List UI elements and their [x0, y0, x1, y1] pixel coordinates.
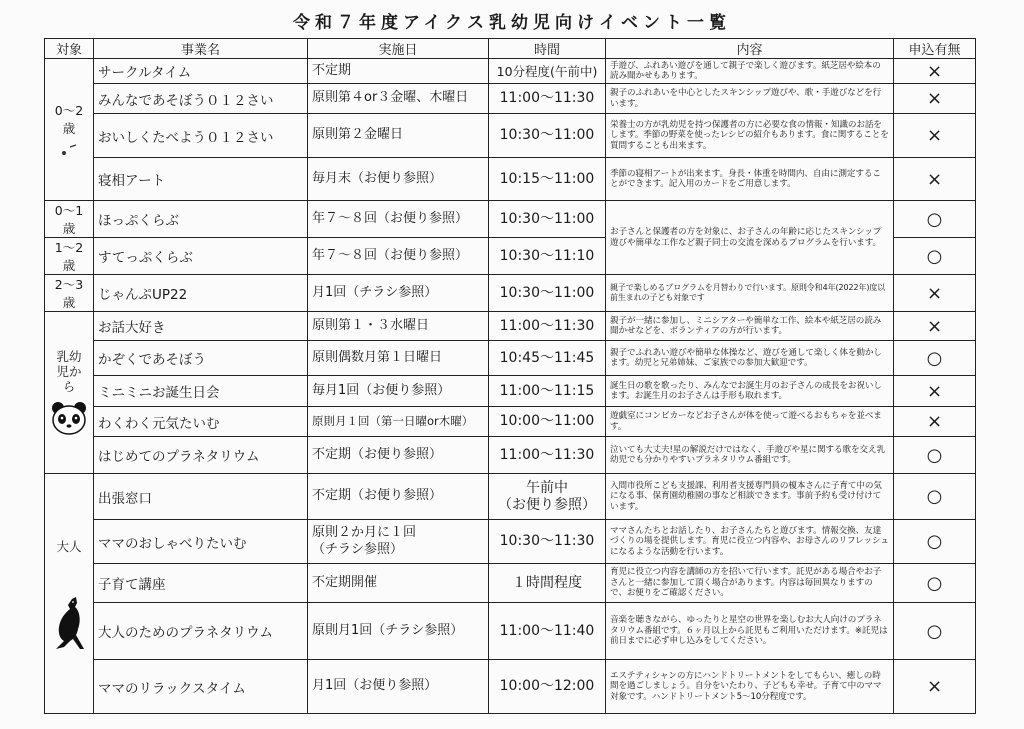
event-time: 11:00〜11:15: [489, 376, 606, 407]
event-date: 不定期開催: [308, 564, 489, 603]
event-content: 栄養士の方が乳幼児を持つ保護者の方に必要な食の情報・知識のお話をします。季節の野菜を使ったレシピの紹介もあります。食に関することを質問することも出来ます。: [606, 114, 894, 158]
event-content: 親子で楽しめるプログラムを月替わりで行います。原則令和4年(2022年)度以前生まれの子ども対象です: [606, 275, 894, 312]
apply-mark: ×: [894, 84, 976, 114]
event-date: 原則第４or３金曜、木曜日: [308, 84, 489, 114]
event-content: 音楽を聴きながら、ゆったりと星空の世界を楽しむお大人向けのプラネタリウム番組です。６ヶ月以上から託児もご利用いただけます。※託児は前日までに必ず申し込みをしてください。: [606, 603, 894, 660]
event-content: 誕生日の歌を歌ったり、みんなでお誕生月のお子さんの成長をお祝いします。お誕生月のお子さんは手形も取れます。: [606, 376, 894, 407]
event-date: 毎月1回（お便り参照）: [308, 376, 489, 407]
table-row: [45, 437, 976, 474]
apply-mark: ×: [894, 59, 976, 84]
apply-mark: ○: [894, 564, 976, 603]
event-date: 月1回（お便り参照）: [308, 660, 489, 714]
table-row: [45, 84, 976, 114]
event-content: お子さんと保護者の方を対象に、お子さんの年齢に応じたスキンシップ遊びや簡単な工作など親子同士の交流を深めるプログラムを行います。: [606, 201, 894, 275]
table-row: [45, 474, 976, 520]
apply-mark: ○: [894, 603, 976, 660]
table-row: [45, 660, 976, 714]
event-time: 10:30〜11:00: [489, 114, 606, 158]
event-date: 年７〜８回（お便り参照）: [308, 201, 489, 238]
event-name: わくわく元気たいむ: [94, 407, 308, 437]
event-date: 原則２か月に１回 （チラシ参照）: [308, 520, 489, 564]
event-name: ミニミニお誕生日会: [94, 376, 308, 407]
event-date: 原則偶数月第１日曜日: [308, 341, 489, 376]
event-time: 11:00〜11:30: [489, 437, 606, 474]
event-name: じゃんぷUP22: [94, 275, 308, 312]
apply-mark: ○: [894, 520, 976, 564]
apply-mark: ×: [894, 660, 976, 714]
header-row: [45, 39, 976, 59]
event-content: 遊戯室にコンビカーなどお子さんが体を使って遊べるおもちゃを並べます。: [606, 407, 894, 437]
event-name: 大人のためのプラネタリウム: [94, 603, 308, 660]
event-time: 10:30〜11:00: [489, 201, 606, 238]
table-row: [45, 114, 976, 158]
table-row: [45, 603, 976, 660]
event-name: ママのおしゃべりたいむ: [94, 520, 308, 564]
event-name: 寝相アート: [94, 158, 308, 201]
panda-icon: [49, 400, 89, 436]
event-name: 子育て講座: [94, 564, 308, 603]
event-time: 10:30〜11:00: [489, 275, 606, 312]
event-content: 季節の寝相アートが出来ます。身長・体重を時間内、自由に測定することができます。記入用のカードをご用意します。: [606, 158, 894, 201]
table-row: [45, 201, 976, 238]
header-apply: 申込有無: [894, 39, 976, 59]
event-content: 親子が一緒に参加し、ミニシアターや簡単な工作、絵本や紙芝居の読み聞かせなどを、ボランティアの方が行います。: [606, 312, 894, 341]
event-date: 原則月1回（チラシ参照）: [308, 603, 489, 660]
event-time: １時間程度: [489, 564, 606, 603]
event-date: 原則月１回（第一日曜or木曜）: [308, 407, 489, 437]
table-row: [45, 275, 976, 312]
event-time: 10:30〜11:10: [489, 238, 606, 275]
header-date: 実施日: [308, 39, 489, 59]
target-label: 0〜2歳: [54, 102, 84, 136]
event-date: 月1回（チラシ参照）: [308, 275, 489, 312]
event-date: 不定期（お便り参照）: [308, 474, 489, 520]
page-title: [0, 8, 1024, 33]
apply-mark: ×: [894, 158, 976, 201]
target-label: 大人: [56, 538, 82, 554]
apply-mark: ×: [894, 376, 976, 407]
event-content: 泣いても大丈夫!星の解説だけではなく、手遊びや星に関する歌を交え乳幼児でも分かりやすいプラネタリウム番組です。: [606, 437, 894, 474]
target-cell-baby: [45, 312, 94, 474]
event-time: 10:15〜11:00: [489, 158, 606, 201]
event-date: 毎月末（お便り参照）: [308, 158, 489, 201]
apply-mark: ○: [894, 238, 976, 275]
event-time: 11:00〜11:40: [489, 603, 606, 660]
table-row: [45, 376, 976, 407]
event-name: 出張窓口: [94, 474, 308, 520]
event-name: サークルタイム: [94, 59, 308, 84]
event-content: 入間市役所こども支援課、利用者支援専門員の榎本さんに子育て中の気になる事、保育園幼稚園の事など相談できます。事前予約も受け付けています。: [606, 474, 894, 520]
table-row: [45, 520, 976, 564]
table-row: [45, 341, 976, 376]
event-time: 11:00〜11:30: [489, 84, 606, 114]
event-time: 10:45〜11:45: [489, 341, 606, 376]
table-row: [45, 407, 976, 437]
event-time: 午前中 （お便り参照）: [489, 474, 606, 520]
apply-mark: ○: [894, 201, 976, 238]
table-row: [45, 158, 976, 201]
event-date: 不定期（お便り参照）: [308, 437, 489, 474]
header-name: 事業名: [94, 39, 308, 59]
target-cell-adult: [45, 474, 94, 714]
event-date: 原則第２金曜日: [308, 114, 489, 158]
kangaroo-icon: [50, 595, 88, 651]
table-row: [45, 564, 976, 603]
table-row: [45, 59, 976, 84]
event-date: 原則第１・３水曜日: [308, 312, 489, 341]
title-text: 令和７年度アイクス乳幼児向けイベント一覧: [293, 13, 731, 33]
table-row: [45, 312, 976, 341]
event-date: 不定期: [308, 59, 489, 84]
event-name: ママのリラックスタイム: [94, 660, 308, 714]
target-cell-0-2: [45, 59, 94, 201]
target-cell-1-2: 1〜2歳: [45, 238, 94, 275]
target-cell-2-3: 2〜3歳: [45, 275, 94, 312]
event-name: はじめてのプラネタリウム: [94, 437, 308, 474]
event-name: ほっぷくらぶ: [94, 201, 308, 238]
event-content: 親子のふれあいを中心としたスキンシップ遊びや、歌・手遊びなどを行います。: [606, 84, 894, 114]
header-time: 時間: [489, 39, 606, 59]
event-name: かぞくであそぼう: [94, 341, 308, 376]
target-label: 乳幼児から: [56, 349, 82, 394]
apply-mark: ×: [894, 114, 976, 158]
apply-mark: ○: [894, 341, 976, 376]
event-time: 10分程度(午前中): [489, 59, 606, 84]
header-target: 対象: [45, 39, 94, 59]
apply-mark: ○: [894, 437, 976, 474]
event-content: 親子でふれあい遊びや簡単な体操など、遊びを通して楽しく体を動かします。幼児と兄弟姉妹、ご家族での参加大歓迎です。: [606, 341, 894, 376]
event-name: みんなであそぼう０１２さい: [94, 84, 308, 114]
event-name: お話大好き: [94, 312, 308, 341]
event-content: エステティシャンの方にハンドトリートメントをしてもらい、癒しの時間を過ごしましょう。自分をいたわり、子どもも幸せ。子育て中のママ対象です。ハンドトリートメント5〜10分程度です。: [606, 660, 894, 714]
event-name: おいしくたべよう０１２さい: [94, 114, 308, 158]
event-content: 育児に役立つ内容を講師の方を招いて行います。託児がある場合やお子さんと一緒に参加して頂く場合があります。内容は毎回異なりますので、お便りをご確認ください。: [606, 564, 894, 603]
event-time: 10:00〜12:00: [489, 660, 606, 714]
event-time: 10:00〜11:00: [489, 407, 606, 437]
event-content: 手遊び、ふれあい遊びを通して親子で楽しく遊びます。紙芝居や絵本の読み聞かせもあります。: [606, 59, 894, 84]
apply-mark: ×: [894, 312, 976, 341]
event-name: すてっぷくらぶ: [94, 238, 308, 275]
header-content: 内容: [606, 39, 894, 59]
event-date: 年７〜８回（お便り参照）: [308, 238, 489, 275]
event-time: 10:30〜11:30: [489, 520, 606, 564]
apply-mark: ×: [894, 275, 976, 312]
event-content: ママさんたちとお話したり、お子さんたちと遊びます。情報交換、友達づくりの場を提供します。育児に役立つ内容や、お母さんのリフレッシュになるような活動を行います。: [606, 520, 894, 564]
sparkle-icon: [58, 143, 80, 159]
event-time: 11:00〜11:30: [489, 312, 606, 341]
target-cell-0-1: 0〜1歳: [45, 201, 94, 238]
apply-mark: ×: [894, 407, 976, 437]
events-table: [44, 38, 976, 714]
apply-mark: ○: [894, 474, 976, 520]
